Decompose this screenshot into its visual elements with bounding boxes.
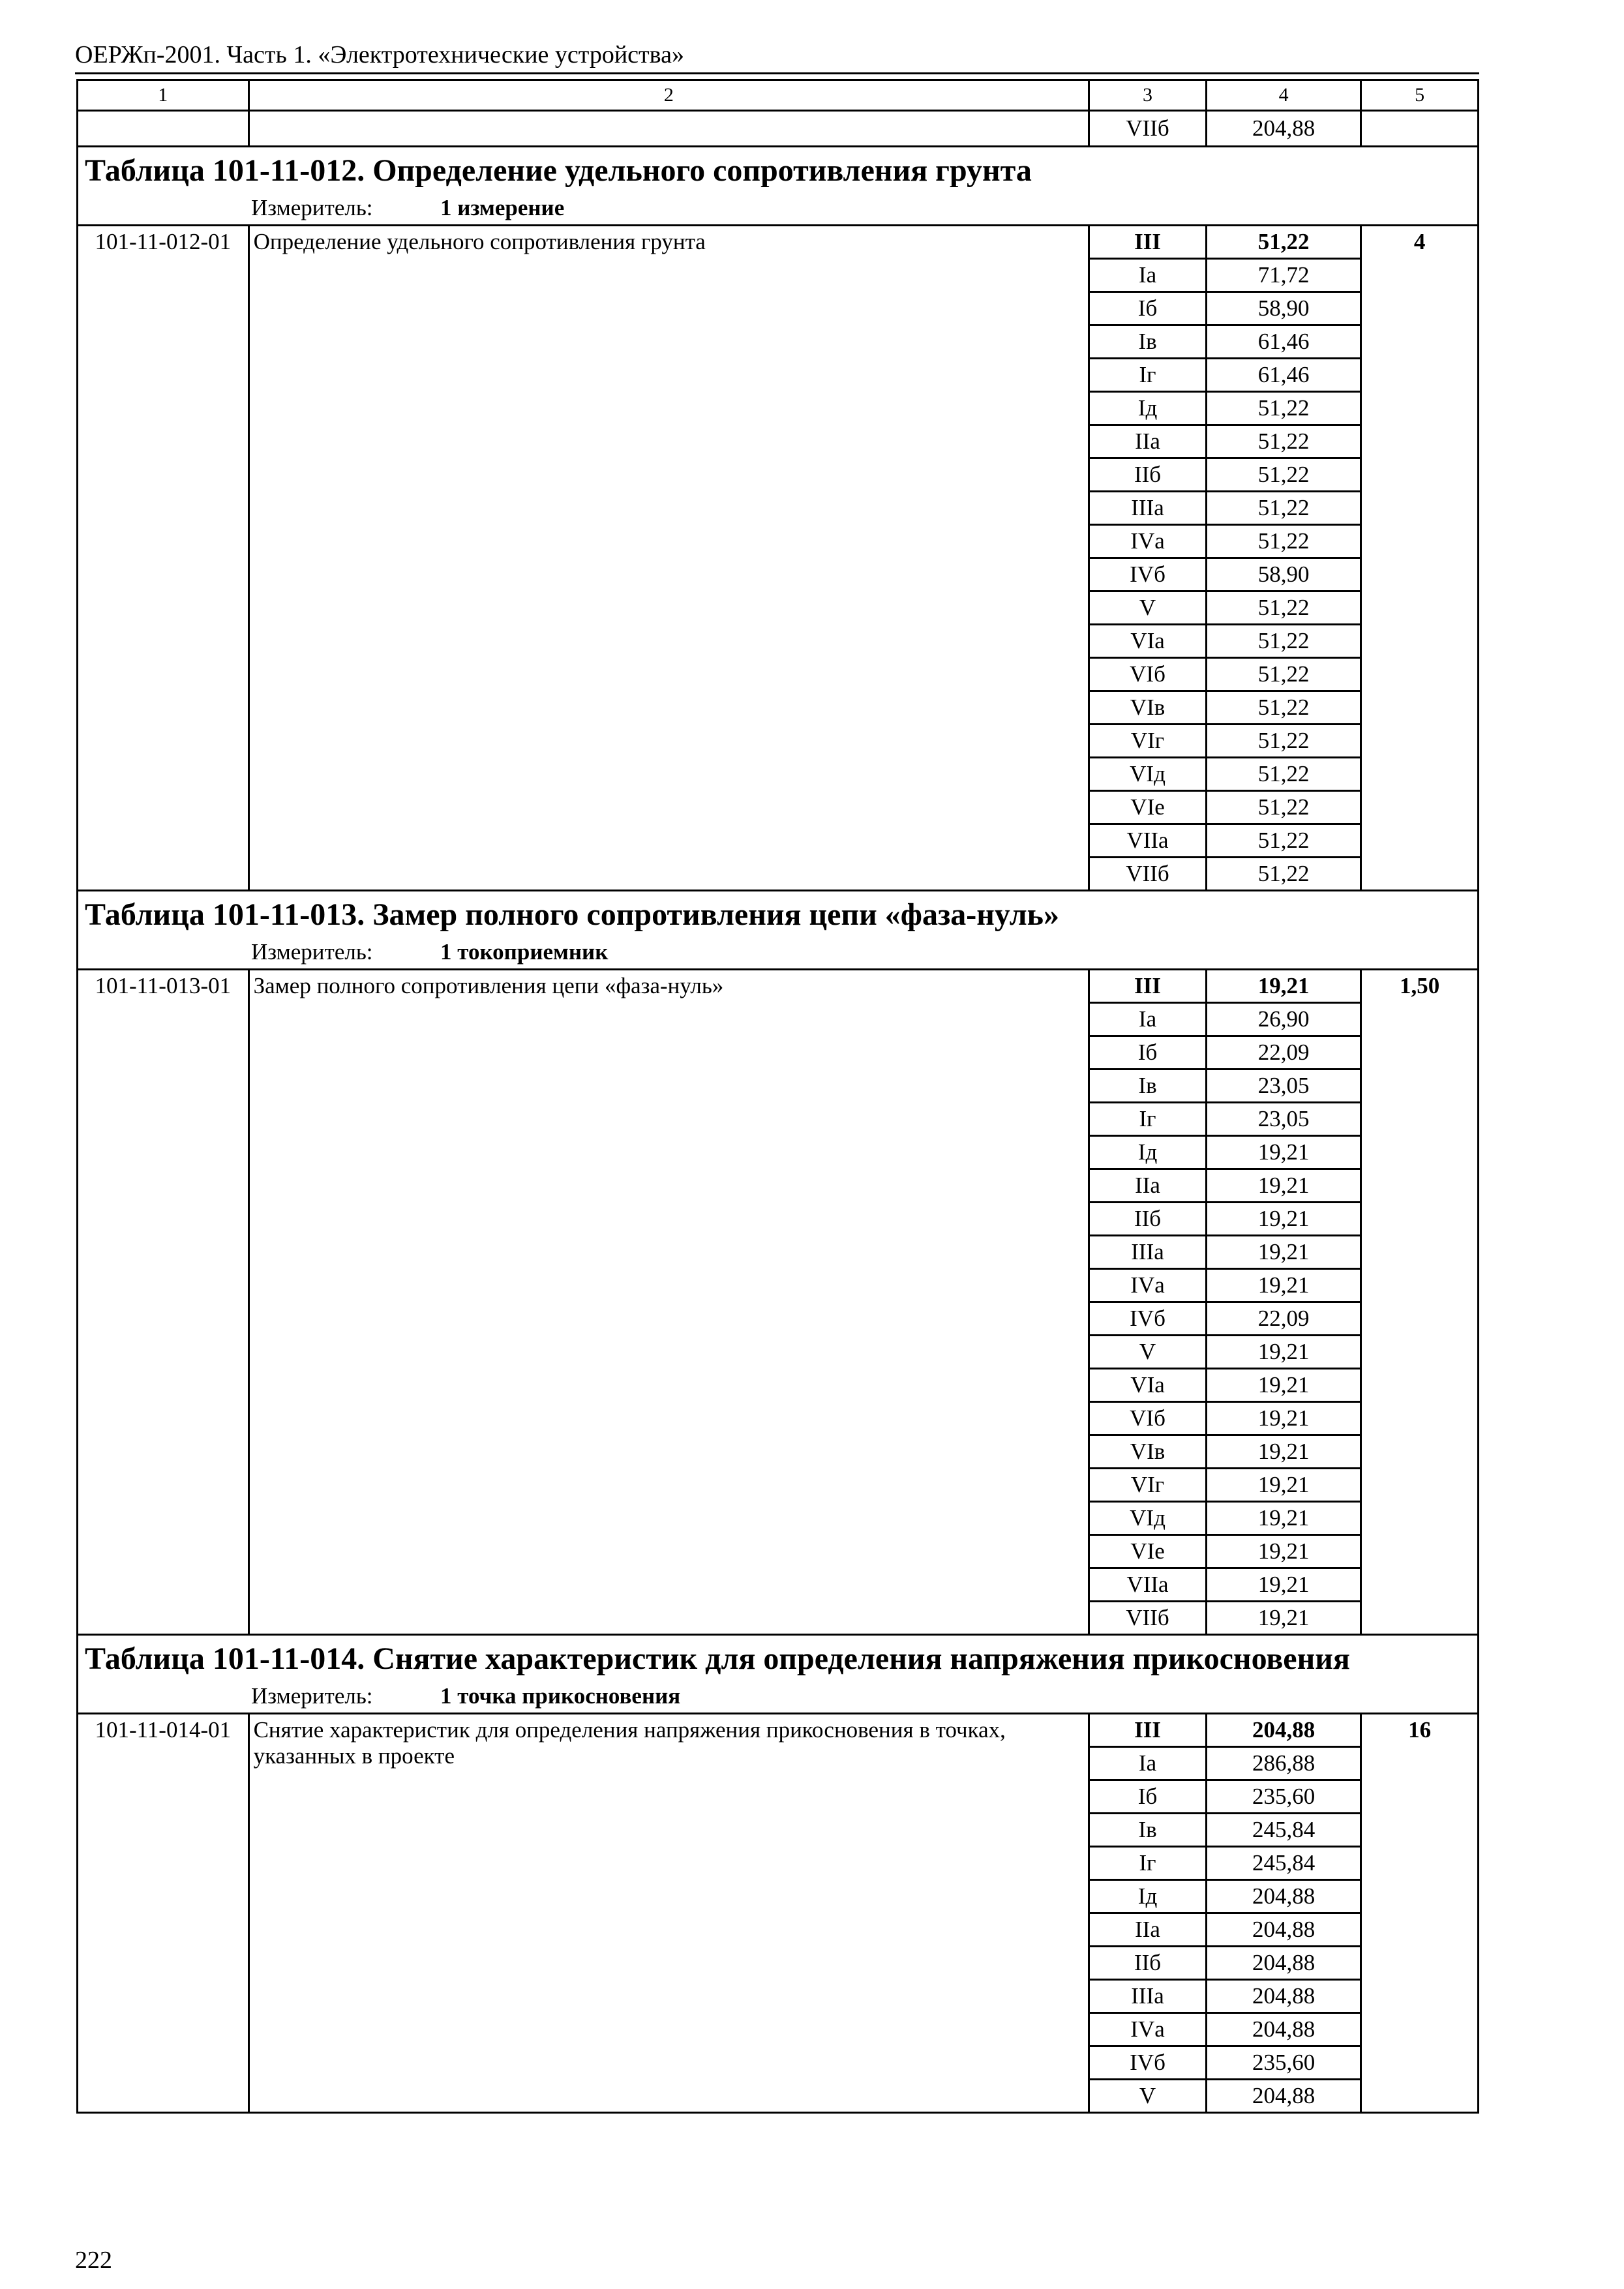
price-cell: 204,88 <box>1206 1714 1361 1747</box>
zone-cell: Iд <box>1089 392 1207 425</box>
price-cell: 19,21 <box>1206 1169 1361 1203</box>
column-number: 4 <box>1206 80 1361 111</box>
price-cell: 235,60 <box>1206 1780 1361 1814</box>
column-number: 3 <box>1089 80 1207 111</box>
zone-cell: IIIа <box>1089 492 1207 525</box>
price-cell: 204,88 <box>1206 1947 1361 1980</box>
document-header: ОЕРЖп-2001. Часть 1. «Электротехнические устройства» <box>75 41 684 68</box>
zone-cell: IIIа <box>1089 1980 1207 2013</box>
price-cell: 51,22 <box>1206 758 1361 791</box>
zone-cell: IIIа <box>1089 1236 1207 1269</box>
table-section-heading <box>78 1635 1479 1714</box>
zone-cell: Iб <box>1089 292 1207 325</box>
price-cell: 19,21 <box>1206 1269 1361 1302</box>
column-number: 5 <box>1361 80 1479 111</box>
price-cell: 245,84 <box>1206 1847 1361 1880</box>
zone-cell: IIб <box>1089 1947 1207 1980</box>
price-cell: 19,21 <box>1206 1369 1361 1402</box>
price-cell: 61,46 <box>1206 359 1361 392</box>
zone-cell: Iг <box>1089 1847 1207 1880</box>
carry-over-row <box>78 111 1479 147</box>
zone-cell: VIа <box>1089 1369 1207 1402</box>
price-cell: 51,22 <box>1206 658 1361 691</box>
col5-value: 16 <box>1361 1714 1479 2113</box>
item-code: 101-11-014-01 <box>78 1714 249 2113</box>
zone-cell: Iб <box>1089 1036 1207 1070</box>
zone-cell: Iа <box>1089 259 1207 292</box>
price-cell: 19,21 <box>1206 1203 1361 1236</box>
zone-cell: VIIб <box>1089 858 1207 891</box>
zone-cell: Iб <box>1089 1780 1207 1814</box>
price-cell: 235,60 <box>1206 2046 1361 2080</box>
zone-cell: VIб <box>1089 1402 1207 1435</box>
price-cell: 23,05 <box>1206 1103 1361 1136</box>
item-code: 101-11-012-01 <box>78 226 249 891</box>
zone-cell: VIIа <box>1089 824 1207 858</box>
price-cell: 51,22 <box>1206 691 1361 725</box>
price-cell: 19,21 <box>1206 1502 1361 1535</box>
item-code: 101-11-013-01 <box>78 970 249 1635</box>
measure-line <box>85 939 1477 965</box>
zone-cell: VIв <box>1089 1435 1207 1469</box>
zone-cell: VIб <box>1089 658 1207 691</box>
zone-cell: IVа <box>1089 1269 1207 1302</box>
price-cell: 51,22 <box>1206 392 1361 425</box>
zone-cell: IIа <box>1089 1169 1207 1203</box>
zone-cell: VIд <box>1089 758 1207 791</box>
section-title: Таблица 101-11-012. Определение удельного сопротивления грунта <box>85 153 1032 188</box>
page-number: 222 <box>75 2247 112 2274</box>
table-row <box>78 1714 1479 1747</box>
zone-cell: Iв <box>1089 1814 1207 1847</box>
zone-cell: Iв <box>1089 1070 1207 1103</box>
zone-cell: VIг <box>1089 725 1207 758</box>
zone-cell: IIа <box>1089 425 1207 458</box>
price-cell: 19,21 <box>1206 1535 1361 1568</box>
price-cell: 22,09 <box>1206 1036 1361 1070</box>
zone-cell: IVа <box>1089 525 1207 558</box>
zone-cell: VIIб <box>1089 111 1207 147</box>
measure-label: Измеритель: <box>251 1683 373 1709</box>
price-cell: 19,21 <box>1206 1236 1361 1269</box>
zone-cell: V <box>1089 591 1207 625</box>
section-title: Таблица 101-11-013. Замер полного сопротивления цепи «фаза-нуль» <box>85 897 1060 932</box>
price-cell: 51,22 <box>1206 591 1361 625</box>
zone-cell: VIе <box>1089 791 1207 824</box>
price-cell: 19,21 <box>1206 1336 1361 1369</box>
measure-line <box>85 195 1477 221</box>
zone-cell: VIв <box>1089 691 1207 725</box>
zone-cell: VIа <box>1089 625 1207 658</box>
price-cell: 51,22 <box>1206 791 1361 824</box>
zone-cell: Iа <box>1089 1003 1207 1036</box>
price-cell: 19,21 <box>1206 1402 1361 1435</box>
measure-value: 1 точка прикосновения <box>440 1683 681 1709</box>
price-cell: 19,21 <box>1206 970 1361 1003</box>
zone-cell: IVб <box>1089 1302 1207 1336</box>
zone-cell: Iа <box>1089 1747 1207 1780</box>
price-cell: 204,88 <box>1206 1913 1361 1947</box>
measure-value: 1 токоприемник <box>440 939 609 965</box>
price-cell: 51,22 <box>1206 725 1361 758</box>
zone-cell: VIд <box>1089 1502 1207 1535</box>
zone-cell: Iг <box>1089 359 1207 392</box>
item-name: Замер полного сопротивления цепи «фаза-нуль» <box>248 970 1089 1635</box>
price-cell: 58,90 <box>1206 558 1361 591</box>
zone-cell: VIе <box>1089 1535 1207 1568</box>
code-cell <box>78 111 249 147</box>
price-cell: 204,88 <box>1206 111 1361 147</box>
price-cell: 51,22 <box>1206 525 1361 558</box>
col5-value: 1,50 <box>1361 970 1479 1635</box>
price-cell: 204,88 <box>1206 1880 1361 1913</box>
price-cell: 51,22 <box>1206 625 1361 658</box>
price-cell: 51,22 <box>1206 824 1361 858</box>
price-cell: 71,72 <box>1206 259 1361 292</box>
zone-cell: Iд <box>1089 1136 1207 1169</box>
zone-cell: IIа <box>1089 1913 1207 1947</box>
rates-table <box>76 79 1479 2114</box>
section-title-cell <box>78 891 1479 970</box>
measure-line <box>85 1683 1477 1709</box>
zone-cell: VIг <box>1089 1469 1207 1502</box>
zone-cell: IVб <box>1089 2046 1207 2080</box>
column-numbers-row <box>78 80 1479 111</box>
section-title: Таблица 101-11-014. Снятие характеристик для определения напряжения прикосновения <box>85 1641 1350 1676</box>
zone-cell: VIIб <box>1089 1602 1207 1635</box>
price-cell: 19,21 <box>1206 1568 1361 1602</box>
table-section-heading <box>78 147 1479 226</box>
col5-cell <box>1361 111 1479 147</box>
zone-cell: Iв <box>1089 325 1207 359</box>
price-cell: 23,05 <box>1206 1070 1361 1103</box>
zone-cell: Iд <box>1089 1880 1207 1913</box>
price-cell: 286,88 <box>1206 1747 1361 1780</box>
price-cell: 58,90 <box>1206 292 1361 325</box>
section-title-cell <box>78 1635 1479 1714</box>
price-cell: 22,09 <box>1206 1302 1361 1336</box>
price-cell: 51,22 <box>1206 226 1361 259</box>
zone-cell: Iг <box>1089 1103 1207 1136</box>
measure-value: 1 измерение <box>440 195 565 221</box>
price-cell: 19,21 <box>1206 1136 1361 1169</box>
measure-label: Измеритель: <box>251 195 373 221</box>
item-name: Снятие характеристик для определения напряжения прикосновения в точках, указанных в проекте <box>248 1714 1089 2113</box>
zone-cell: IVб <box>1089 558 1207 591</box>
header-rule <box>75 72 1479 74</box>
price-cell: 51,22 <box>1206 858 1361 891</box>
price-cell: 26,90 <box>1206 1003 1361 1036</box>
price-cell: 204,88 <box>1206 2080 1361 2113</box>
price-cell: 51,22 <box>1206 458 1361 492</box>
table-section-heading <box>78 891 1479 970</box>
price-cell: 51,22 <box>1206 492 1361 525</box>
price-cell: 19,21 <box>1206 1435 1361 1469</box>
price-cell: 19,21 <box>1206 1602 1361 1635</box>
zone-cell: IVа <box>1089 2013 1207 2046</box>
price-cell: 245,84 <box>1206 1814 1361 1847</box>
zone-cell: V <box>1089 2080 1207 2113</box>
measure-label: Измеритель: <box>251 939 373 965</box>
col5-value: 4 <box>1361 226 1479 891</box>
zone-cell: III <box>1089 226 1207 259</box>
price-cell: 204,88 <box>1206 2013 1361 2046</box>
price-cell: 51,22 <box>1206 425 1361 458</box>
column-number: 2 <box>248 80 1089 111</box>
zone-cell: VIIа <box>1089 1568 1207 1602</box>
name-cell <box>248 111 1089 147</box>
column-number: 1 <box>78 80 249 111</box>
table-row <box>78 226 1479 259</box>
price-cell: 61,46 <box>1206 325 1361 359</box>
section-title-cell <box>78 147 1479 226</box>
table-row <box>78 970 1479 1003</box>
price-cell: 19,21 <box>1206 1469 1361 1502</box>
zone-cell: IIб <box>1089 1203 1207 1236</box>
price-cell: 204,88 <box>1206 1980 1361 2013</box>
item-name: Определение удельного сопротивления грунта <box>248 226 1089 891</box>
zone-cell: III <box>1089 1714 1207 1747</box>
zone-cell: IIб <box>1089 458 1207 492</box>
zone-cell: III <box>1089 970 1207 1003</box>
zone-cell: V <box>1089 1336 1207 1369</box>
